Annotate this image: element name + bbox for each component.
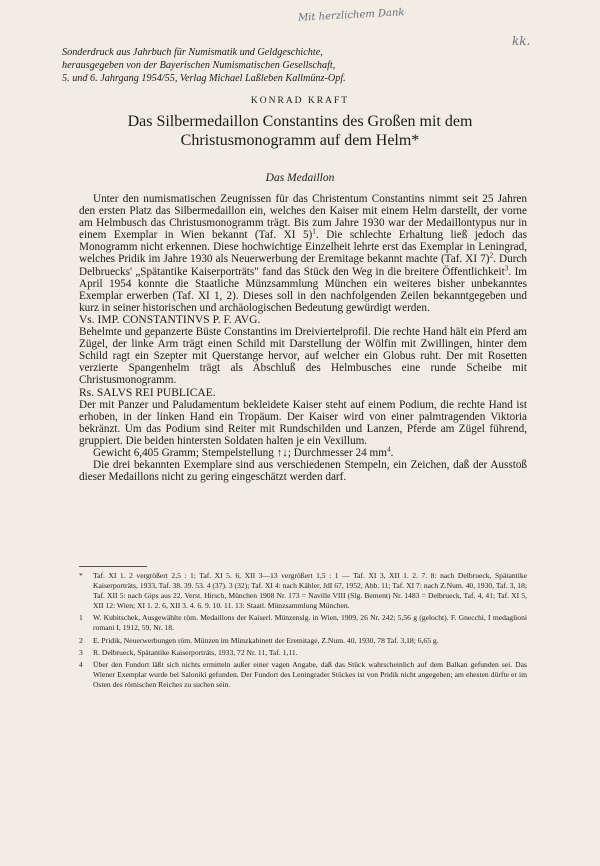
paragraph-text: . Durch Delbruecks' „Spätantike Kaiserporträts" fand das Stück den Weg in die breitere Öffentlichkeit bbox=[79, 253, 527, 278]
paragraph-text: Gewicht 6,405 Gramm; Stempelstellung ↑↓; Durchmesser 24 mm bbox=[93, 446, 387, 459]
body-paragraph bbox=[79, 326, 527, 386]
paragraph-text: . Im April 1954 konnte die Staatliche Münzsammlung München ein weiteres bisher unbekanntes Exemplar erwerben (Taf. XI 1, 2). Dieses soll in den nachfolgenden Zeilen bekanntgegeben und kurz in seiner historischen und archäologischen Bedeutung gewürdigt werden. bbox=[79, 265, 527, 314]
footnote bbox=[79, 613, 527, 633]
footnote-mark: 2 bbox=[79, 635, 83, 645]
body-paragraph bbox=[79, 193, 527, 314]
footnote-mark: 1 bbox=[79, 613, 83, 623]
section-title: Das Medaillon bbox=[265, 172, 335, 184]
footnote-ref: 2 bbox=[489, 251, 494, 260]
body-paragraph bbox=[79, 447, 527, 459]
title-line: Das Silbermedaillon Constantins des Großen mit dem bbox=[127, 113, 473, 130]
paragraph-text: Behelmte und gepanzerte Büste Constantins im Dreiviertelprofil. Die rechte Hand hält ein Pferd am Zügel, der linke Arm trägt einen Schild mit Darstellung der Wölfin mit Zwillingen, hinter dem Schild ragt ein Szepter mit Querstange hervor, auf welcher ein Globus ruht. Der mit Rosetten verzierte Spangenhelm trägt als Abschluß des Helmbusches eine runde Scheibe mit Christusmonogramm. bbox=[79, 326, 527, 387]
footnote-ref: 3 bbox=[504, 263, 509, 272]
footnote-ref: 4 bbox=[386, 445, 391, 454]
footnote-mark: 3 bbox=[79, 647, 83, 657]
footnote bbox=[79, 648, 527, 658]
offprint-header bbox=[62, 46, 532, 85]
footnote-ref: 1 bbox=[312, 227, 316, 236]
paragraph-text: Vs. IMP. CONSTANTINVS P. F. AVG. bbox=[79, 313, 261, 326]
paragraph-text: . Die schlechte Erhaltung ließ jedoch das Monogramm nicht erkennen. Diese hochwichtige Einzelheit lehrte erst das Exemplar in Leningrad, welches Pridik im Jahre 1930 als Neuerwerbung der Eremitage bekannt machte (Taf. XI 7) bbox=[79, 229, 528, 266]
paragraph-text: Unter den numismatischen Zeugnissen für das Christentum Constantins nimmt seit 25 Jahren den ersten Platz das Silbermedaillon ein, welches den Kaiser mit einem Helm darstellt, der vorne am Helmbusch das Christusmonogramm trägt. Bis zum Jahre 1930 war der Medaillontypus nur in einem Exemplar in Wien bekannt (Taf. XI 5) bbox=[79, 193, 527, 242]
footnote-text: R. Delbrueck, Spätantike Kaiserporträts, 1933, 72 Nr. 11, Taf. 1,11. bbox=[93, 647, 298, 657]
author-name: KONRAD KRAFT bbox=[250, 96, 350, 106]
header-line: Sonderdruck aus Jahrbuch für Numismatik und Geldgeschichte, bbox=[62, 47, 323, 58]
footnote-mark: 4 bbox=[79, 659, 83, 669]
header-line: 5. und 6. Jahrgang 1954/55, Verlag Michael Laßleben Kallmünz-Opf. bbox=[62, 73, 346, 84]
footnote-text: E. Pridik, Neuerwerbungen röm. Münzen im Münzkabinett der Eremitage, Z.Num. 40, 1930, 78 Taf. 3,18; 6,65 g. bbox=[93, 635, 439, 645]
footnote-text: W. Kubitschek, Ausgewählte röm. Medaillons der Kaiserl. Münzenslg. in Wien, 1909, 26 Nr. 242; 5,56 g (gelocht). F. Gnecchi, I medaglioni romani I, 1912, 59, Nr. 18. bbox=[93, 613, 527, 633]
article-body bbox=[79, 193, 527, 483]
body-paragraph bbox=[79, 459, 527, 483]
footnote-mark: * bbox=[79, 571, 83, 580]
footnote bbox=[79, 571, 527, 611]
title-line: Christusmonogramm auf dem Helm* bbox=[180, 132, 420, 149]
handwritten-initials: kk. bbox=[512, 34, 531, 48]
paragraph-text: Die drei bekannten Exemplare sind aus verschiedenen Stempeln, ein Zeichen, daß der Ausstoß dieser Medaillons nicht zu gering eingeschätzt werden darf. bbox=[79, 459, 527, 484]
coin-legend bbox=[79, 387, 527, 399]
footnote bbox=[79, 636, 527, 646]
coin-legend bbox=[79, 314, 527, 326]
body-paragraph bbox=[79, 399, 527, 447]
paragraph-text: . bbox=[390, 446, 394, 459]
footnote bbox=[79, 660, 527, 690]
paragraph-text: Der mit Panzer und Paludamentum bekleidete Kaiser steht auf einem Podium, die rechte Hand ist erhoben, in der linken Hand ein Tropäum. Der Kaiser wird von einer palmtragenden Viktoria bekränzt. Um das Podium sind Reiter mit Rundschilden und Lanzen, Pferde am Zügel führend, gruppiert. Die beiden hintersten Soldaten halten je ein Vexillum. bbox=[79, 398, 527, 447]
footnote-rule bbox=[79, 566, 147, 567]
handwritten-dedication: Mit herzlichem Dank bbox=[297, 7, 405, 24]
footnotes bbox=[79, 571, 527, 692]
header-line: herausgegeben von der Bayerischen Numismatischen Gesellschaft, bbox=[62, 60, 336, 71]
paragraph-text: Rs. SALVS REI PUBLICAE. bbox=[79, 386, 216, 399]
footnote-text: Über den Fundort läßt sich nichts ermitteln außer einer vagen Angabe, daß das Stück wahrscheinlich auf dem Balkan gefunden sei. Das Wiener Exemplar wurde bei Salonikí gefunden. Der Fundort des Leningrader Stückes ist von Pridik nicht angegeben; am ehesten dürfte er im Osten des römischen Reiches zu suchen sein. bbox=[93, 659, 527, 689]
footnote-text: Taf. XI 1. 2 vergrößert 2,5 : 1; Taf. XI 5. 6, XII 3—13 vergrößert 1,5 : 1 — Taf. XI 3, XII 1. 2. 7. 8: nach Delbrueck, Spätantike Kaiserporträts, 1933, Taf. 38. 39. 53. 4 (37). 3 (32); Taf. XI 4: nach Kähler, JdI 67, 1952, Abb. 11; Taf. XI 7: nach Z.Num. 40, 1930, Taf. 3, 18; Taf. XII 5: nach Gips aus 22. Verst. Hirsch, München 1908 Nr. 173 = Naville VIII (Slg. Bement) Nr. 1483 = Delbrueck, Taf. 4, 41; Taf. XI 5, XII 12: Wien; XI 1. 2. 6, XII 3. 4. 6. 9. 10. 11. 13: Staatl. Münzsammlung München. bbox=[93, 571, 527, 611]
article-title bbox=[60, 112, 540, 150]
